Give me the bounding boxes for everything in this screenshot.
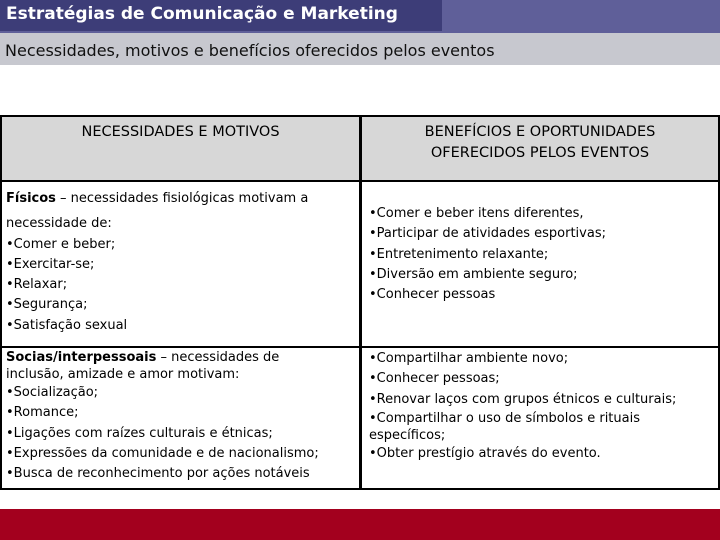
header-row-divider — [2, 180, 718, 182]
table-cell-physical-needs — [6, 189, 308, 336]
slide-subtitle: Necessidades, motivos e benefícios oferecidos pelos eventos — [5, 41, 495, 60]
row-divider — [2, 346, 718, 348]
table-cell-physical-benefits — [369, 204, 606, 305]
list-item: •Comer e beber itens diferentes, — [369, 206, 584, 221]
list-item: •Renovar laços com grupos étnicos e culturais; — [369, 391, 677, 407]
list-item: •Exercitar-se; — [6, 256, 95, 272]
table-cell-social-needs — [6, 349, 319, 484]
list-item: •Obter prestígio através do evento. — [369, 445, 601, 461]
cell-lead-text: – necessidades de — [156, 350, 280, 365]
slide-header — [0, 0, 720, 65]
column-header-benefits — [362, 117, 718, 180]
comparison-table — [0, 115, 720, 490]
list-item: •Relaxar; — [6, 277, 68, 293]
slide-title: Estratégias de Comunicação e Marketing — [6, 4, 398, 24]
list-item: •Conhecer pessoas; — [369, 371, 500, 387]
cell-lead — [6, 349, 319, 366]
list-item: •Segurança; — [6, 297, 88, 313]
column-header-needs — [2, 117, 359, 180]
list-item: •Socialização; — [6, 385, 99, 400]
column-header-benefits-line1: BENEFÍCIOS E OPORTUNIDADES — [424, 124, 656, 140]
table-cell-social-benefits — [369, 349, 676, 464]
column-header-needs-label: NECESSIDADES E MOTIVOS — [81, 124, 280, 140]
list-item: •Compartilhar o uso de símbolos e rituais — [369, 410, 640, 426]
column-divider — [359, 117, 362, 488]
subtitle-bar — [0, 33, 720, 65]
list-item: •Conhecer pessoas — [369, 287, 496, 303]
list-item: •Ligações com raízes culturais e étnicas; — [6, 425, 273, 441]
list-item: •Expressões da comunidade e de nacionalismo; — [6, 445, 319, 461]
category-label: Socias/interpessoais — [6, 350, 157, 365]
cell-lead-text: – necessidades fisiológicas motivam a — [55, 191, 309, 206]
list-item: •Diversão em ambiente seguro; — [369, 266, 578, 282]
list-item-continued: específicos; — [369, 427, 446, 443]
cell-lead — [6, 189, 308, 209]
list-item: •Participar de atividades esportivas; — [369, 226, 606, 242]
category-label: Físicos — [6, 191, 56, 206]
footer-bar — [0, 509, 720, 540]
list-item: •Satisfação sexual — [6, 317, 128, 333]
list-item: •Entretenimento relaxante; — [369, 246, 549, 262]
cell-lead-continued: necessidade de: — [6, 216, 112, 232]
list-item: •Busca de reconhecimento por ações notáveis — [6, 466, 310, 482]
list-item: •Compartilhar ambiente novo; — [369, 351, 569, 366]
title-bar — [0, 0, 442, 31]
column-header-benefits-line2: OFERECIDOS PELOS EVENTOS — [430, 145, 650, 161]
list-item: •Romance; — [6, 405, 79, 421]
cell-lead-continued: inclusão, amizade e amor motivam: — [6, 367, 240, 382]
list-item: •Comer e beber; — [6, 236, 116, 252]
